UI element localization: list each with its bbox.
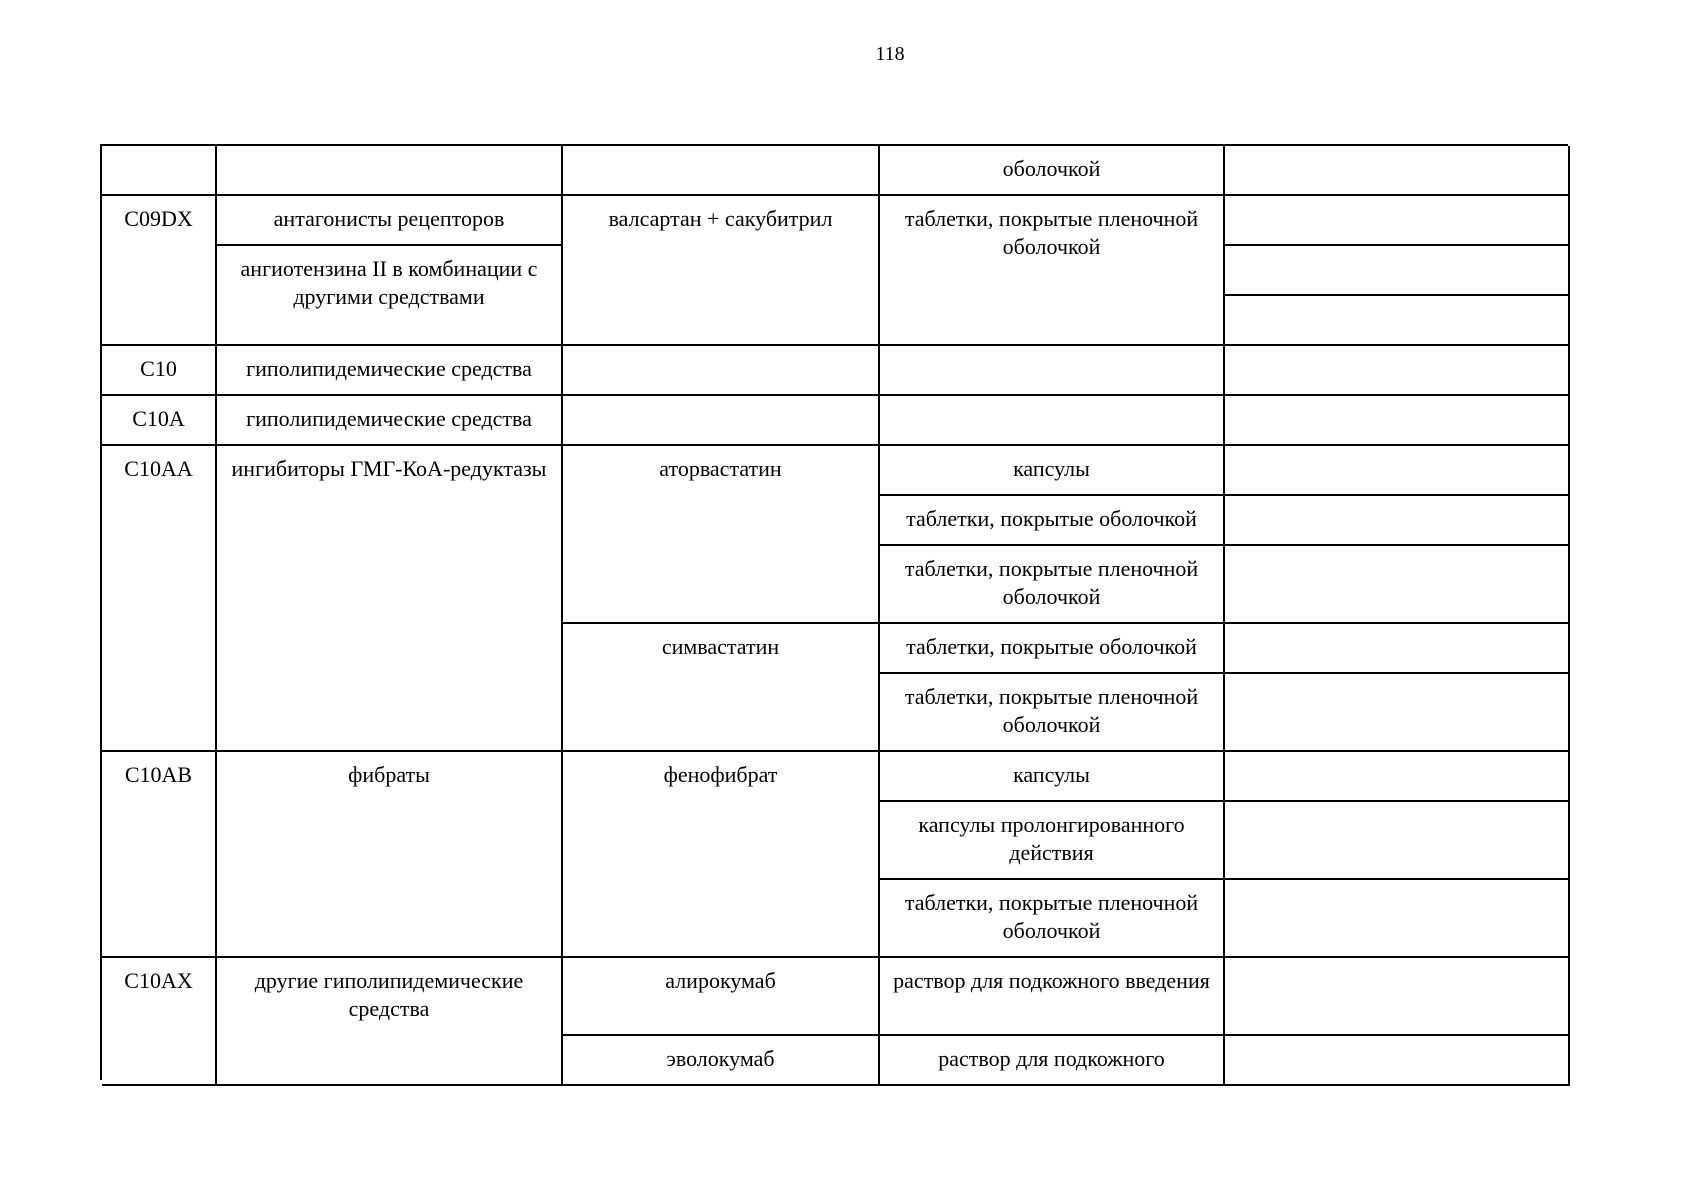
cell-form-empty xyxy=(880,346,1225,396)
cell-form: раствор для подкожного xyxy=(880,1036,1225,1086)
cell-empty xyxy=(1225,1036,1570,1086)
cell-empty xyxy=(1225,958,1570,1036)
cell-inn: симвастатин xyxy=(563,624,880,752)
cell-empty xyxy=(1225,624,1570,674)
cell-code-empty xyxy=(102,146,217,196)
cell-empty xyxy=(1225,396,1570,446)
cell-group: фибраты xyxy=(217,752,563,958)
cell-form: таблетки, покрытые пленочной оболочкой xyxy=(880,880,1225,958)
cell-form-empty xyxy=(880,396,1225,446)
cell-group-empty xyxy=(217,146,563,196)
drug-table xyxy=(100,144,1568,1080)
cell-inn-empty xyxy=(563,346,880,396)
cell-form: капсулы пролонгированного действия xyxy=(880,802,1225,880)
cell-empty xyxy=(1225,546,1570,624)
cell-form: таблетки, покрытые пленочной оболочкой xyxy=(880,546,1225,624)
cell-empty xyxy=(1225,346,1570,396)
cell-empty xyxy=(1225,146,1570,196)
cell-inn: валсартан + сакубитрил xyxy=(563,196,880,346)
cell-empty xyxy=(1225,674,1570,752)
cell-group: ингибиторы ГМГ-КоА-редуктазы xyxy=(217,446,563,752)
cell-empty xyxy=(1225,802,1570,880)
cell-form: оболочкой xyxy=(880,146,1225,196)
cell-empty xyxy=(1225,446,1570,496)
cell-group: другие гиполипидемические средства xyxy=(217,958,563,1086)
cell-inn-empty xyxy=(563,146,880,196)
cell-code: C10 xyxy=(102,346,217,396)
cell-empty xyxy=(1225,752,1570,802)
cell-empty xyxy=(1225,880,1570,958)
cell-form: таблетки, покрытые оболочкой xyxy=(880,496,1225,546)
cell-inn: фенофибрат xyxy=(563,752,880,958)
cell-code: C09DX xyxy=(102,196,217,346)
cell-form: капсулы xyxy=(880,752,1225,802)
cell-inn: алирокумаб xyxy=(563,958,880,1036)
cell-form: раствор для подкожного введения xyxy=(880,958,1225,1036)
cell-group: антагонисты рецепторов xyxy=(217,196,563,246)
cell-group: ангиотензина II в комбинации с другими средствами xyxy=(217,246,563,346)
cell-empty xyxy=(1225,246,1570,296)
cell-form: капсулы xyxy=(880,446,1225,496)
cell-form: таблетки, покрытые пленочной оболочкой xyxy=(880,196,1225,346)
cell-empty xyxy=(1225,296,1570,346)
cell-code: C10AX xyxy=(102,958,217,1086)
cell-group: гиполипидемические средства xyxy=(217,396,563,446)
cell-code: C10AB xyxy=(102,752,217,958)
cell-inn: аторвастатин xyxy=(563,446,880,624)
cell-form: таблетки, покрытые оболочкой xyxy=(880,624,1225,674)
cell-group: гиполипидемические средства xyxy=(217,346,563,396)
cell-form: таблетки, покрытые пленочной оболочкой xyxy=(880,674,1225,752)
cell-code: C10AA xyxy=(102,446,217,752)
cell-empty xyxy=(1225,196,1570,246)
page-number: 118 xyxy=(875,43,905,65)
cell-inn-empty xyxy=(563,396,880,446)
cell-inn: эволокумаб xyxy=(563,1036,880,1086)
cell-empty xyxy=(1225,496,1570,546)
cell-code: C10A xyxy=(102,396,217,446)
